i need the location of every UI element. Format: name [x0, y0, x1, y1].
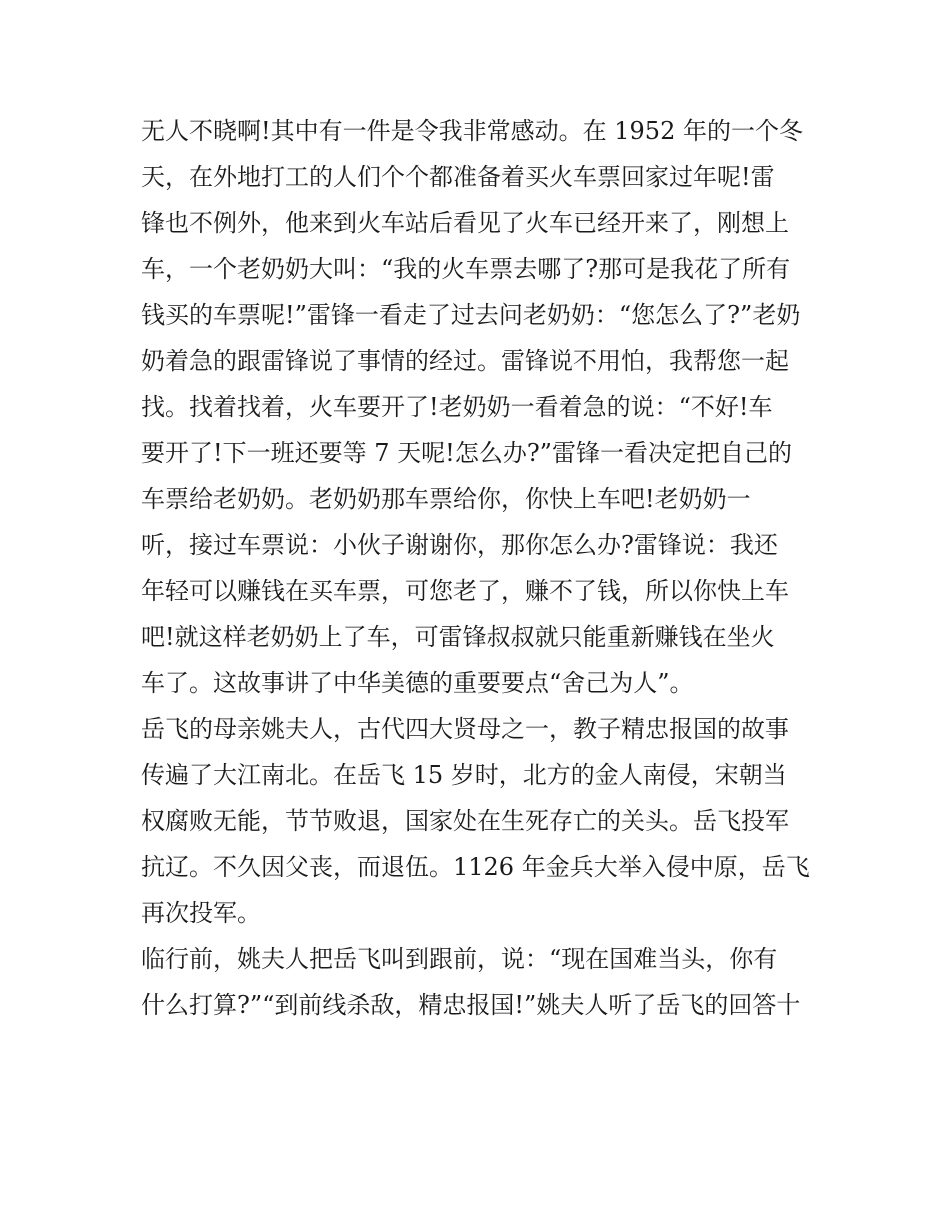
text-line: 传遍了大江南北。在岳飞 15 岁时，北方的金人南侵，宋朝当: [141, 761, 787, 789]
text-line: 抗辽。不久因父丧，而退伍。1126 年金兵大举入侵中原，岳飞: [141, 853, 810, 881]
text-line: 再次投军。: [141, 899, 261, 927]
text-line: 锋也不例外，他来到火车站后看见了火车已经开来了，刚想上: [141, 209, 789, 237]
text-line: 无人不晓啊!其中有一件是令我非常感动。在 1952 年的一个冬: [141, 117, 803, 145]
text-line: 听，接过车票说：小伙子谢谢你，那你怎么办?雷锋说：我还: [141, 531, 778, 559]
text-line: 奶着急的跟雷锋说了事情的经过。雷锋说不用怕，我帮您一起: [141, 347, 789, 375]
text-line: 吧!就这样老奶奶上了车，可雷锋叔叔就只能重新赚钱在坐火: [141, 623, 775, 651]
text-line: 什么打算?”“到前线杀敌，精忠报国!”姚夫人听了岳飞的回答十: [141, 991, 801, 1019]
body-text: [141, 108, 821, 1028]
text-line: 钱买的车票呢!”雷锋一看走了过去问老奶奶：“您怎么了?”老奶: [141, 301, 801, 329]
text-line: 岳飞的母亲姚夫人，古代四大贤母之一，教子精忠报国的故事: [141, 715, 789, 743]
text-line: 年轻可以赚钱在买车票，可您老了，赚不了钱，所以你快上车: [141, 577, 789, 605]
text-line: 车票给老奶奶。老奶奶那车票给你，你快上车吧!老奶奶一: [141, 485, 751, 513]
text-line: 要开了!下一班还要等 7 天呢!怎么办?”雷锋一看决定把自己的: [141, 439, 792, 467]
text-line: 车，一个老奶奶大叫：“我的火车票去哪了?那可是我花了所有: [141, 255, 791, 283]
text-line: 临行前，姚夫人把岳飞叫到跟前，说：“现在国难当头，你有: [141, 945, 778, 973]
text-line: 权腐败无能，节节败退，国家处在生死存亡的关头。岳飞投军: [141, 807, 789, 835]
text-line: 车了。这故事讲了中华美德的重要要点“舍己为人”。: [141, 669, 694, 697]
text-line: 找。找着找着，火车要开了!老奶奶一看着急的说：“不好!车: [141, 393, 773, 421]
text-line: 天，在外地打工的人们个个都准备着买火车票回家过年呢!雷: [141, 163, 775, 191]
